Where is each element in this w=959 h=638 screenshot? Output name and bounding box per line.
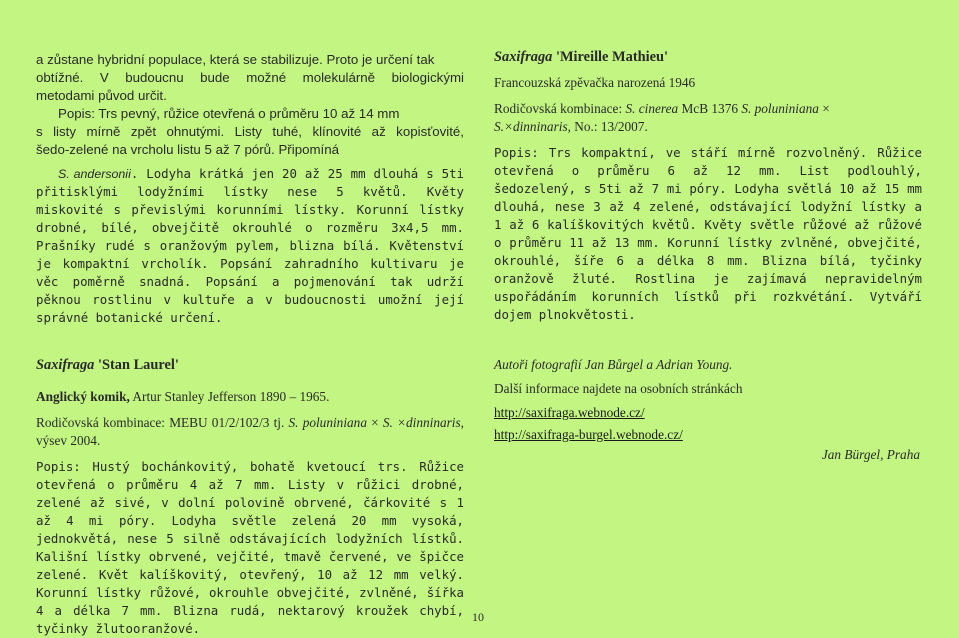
cross-symbol: ×: [818, 101, 830, 116]
intro-line-3: metodami původ určit.: [36, 88, 167, 103]
description-line-3: šedo-zelené na vrcholu listu 5 až 7 pórů. Připomíná: [36, 142, 340, 157]
parent-species-1: S. cinerea: [625, 101, 679, 116]
cultivar-title: [494, 48, 922, 66]
website-link-1[interactable]: http://saxifraga.webnode.cz/: [494, 405, 645, 420]
link-row-1: [494, 404, 922, 422]
page-number: 10: [472, 610, 484, 624]
description-continued: [36, 165, 464, 327]
cultivar-name: 'Stan Laurel': [94, 357, 179, 373]
intro-line-2: obtížné. V budoucnu bude možné molekulárně biologickými: [36, 70, 464, 85]
genus-name: Saxifraga: [494, 49, 553, 65]
parents-prefix: Rodičovská kombinace: MEBU 01/2/102/3 tj.: [36, 415, 289, 430]
description-text: . Lodyha krátká jen 20 až 25 mm dlouhá s 5ti přitisklými lodyžními lístky nese 5 květů. Květy miskovité s převislými korunními lístky. Korunní lístky drobné, bílé, obvejčitě okrouhlé o rozměru 3x4,5 mm. Prašníky rudé s oranžovým pylem, blizna bílá. Květenství je kompaktní vrcholík. Popsání zahradního kultivaru je věc poměrně snadná. Popsání a pojmenování tak udrží pěknou rostlinu v kultuře a v budoucnosti umožní její správné botanické určení.: [36, 166, 465, 325]
subtitle-bold: Anglický komik,: [36, 389, 130, 404]
genus-name: Saxifraga: [36, 357, 95, 373]
photo-credit: Autoři fotografií Jan Bůrgel a Adrian Young.: [494, 357, 733, 372]
subtitle-text: Artur Stanley Jefferson 1890 – 1965.: [129, 389, 330, 404]
parents-prefix: Rodičovská kombinace:: [494, 101, 626, 116]
parent-combination: [36, 414, 464, 450]
cultivar-subtitle: [36, 388, 464, 406]
right-column: [494, 0, 922, 464]
parent-species-2: S. ×dinninaris: [382, 415, 461, 430]
cultivar-description: Popis: Trs kompaktní, ve stáří mírně rozvolněný. Růžice otevřená o průměru 6 až 12 mm. List podlouhlý, šedozelený, s 5ti až 7 mi póry. Lodyha světlá 10 až 15 mm dlouhá, nese 3 až 4 zelené, odstávající lodyžní lístky a 1 až 6 kalíškovitých květů. Květy světle růžové až růžové o průměru 11 až 13 mm. Korunní lístky zvlněné, obvejčité, okrouhlé, šíře 6 a délka 8 mm. Blizna bílá, tyčinky oranžově žluté. Rostlina je zajímavá nepravidelným uspořádáním korunních lístků při rozkvétání. Vytváří dojem plnokvětosti.: [494, 145, 922, 322]
parent-combination: [494, 100, 922, 136]
link-row-2: [494, 426, 922, 444]
article-author: Jan Bürgel, Praha: [821, 447, 920, 462]
cultivar-title: [36, 356, 464, 374]
website-link-2[interactable]: http://saxifraga-burgel.webnode.cz/: [494, 427, 683, 442]
intro-line-1: a zůstane hybridní populace, která se stabilizuje. Proto je určení tak: [36, 52, 435, 67]
parent-species-3: S.×dinninaris: [494, 119, 568, 134]
parents-suffix: , No.: 13/2007.: [567, 119, 648, 134]
parent-species-1: S. poluniniana: [288, 415, 367, 430]
cultivar-name: 'Mireille Mathieu': [552, 49, 669, 65]
more-info-text: Další informace najdete na osobních stránkách: [494, 381, 743, 396]
cultivar-description: Popis: Hustý bochánkovitý, bohatě kvetoucí trs. Růžice otevřená o průměru 4 až 7 mm. Listy v růžici drobné, zelené až sivé, v dolní polovině obrvené, čárkovité s 1 až 4 mi póry. Lodyha světle zelená 20 mm vysoká, jednokvětá, nese 5 silně odstávajících lodyžních lístků. Kališní lístky obrvené, vejčité, tmavě červené, ve špičce zelené. Květ kalíškovitý, otevřený, 10 až 12 mm velký. Korunní lístky růžové, okrouhle obvejčité, zvlněné, šířka 4 a délka 7 mm. Blizna rudá, nektarový kroužek chybí, tyčinky žlutooranžové.: [36, 459, 464, 636]
left-column: [36, 0, 464, 638]
cultivar-subtitle: Francouzská zpěvačka narozená 1946: [494, 75, 696, 90]
parent-species-2: S. poluniniana: [741, 101, 819, 116]
species-name: S. andersonii: [58, 167, 131, 181]
description-line-1: Popis: Trs pevný, růžice otevřená o průměru 10 až 14 mm: [58, 106, 400, 121]
description-line-2: s listy mírně zpět ohnutými. Listy tuhé, klínovité až kopisťovité,: [36, 124, 464, 139]
parents-suffix: , výsev 2004.: [36, 415, 464, 448]
cross-symbol: ×: [366, 415, 383, 430]
parents-code: McB 1376: [678, 101, 742, 116]
